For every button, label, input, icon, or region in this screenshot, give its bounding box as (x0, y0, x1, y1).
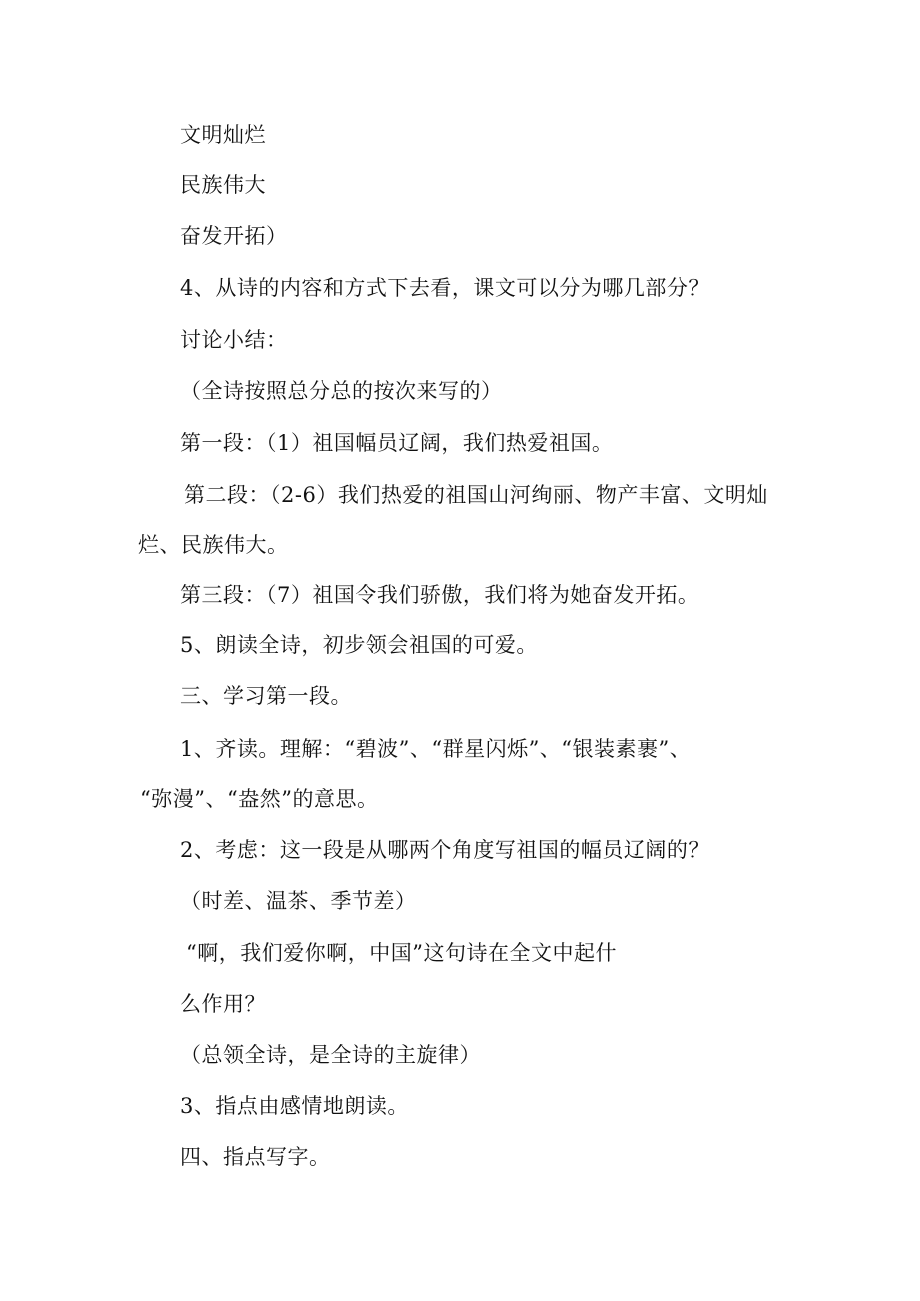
text-line: 讨论小结： (180, 328, 288, 352)
section-line: 第二段：（2-6）我们热爱的祖国山河绚丽、物产丰富、文明灿 (184, 483, 768, 507)
question-line: 2、考虑：这一段是从哪两个角度写祖国的幅员辽阔的？ (180, 838, 710, 862)
text-line: 文明灿烂 (180, 123, 266, 147)
section-line: 第三段：（7）祖国令我们骄傲，我们将为她奋发开拓。 (180, 583, 700, 607)
text-line: （全诗按照总分总的按次来写的） (180, 379, 503, 403)
question-line-continuation: 么作用？ (180, 992, 266, 1016)
section-line-continuation: 烂、民族伟大。 (138, 533, 289, 557)
section-line: 第一段：（1）祖国幅员辽阔，我们热爱祖国。 (180, 431, 614, 455)
question-line: 1、齐读。理解：“碧波”、“群星闪烁”、“银装素裹”、 (180, 737, 692, 761)
question-line: 5、朗读全诗，初步领会祖国的可爱。 (180, 633, 538, 657)
heading-line: 四、指点写字。 (180, 1145, 331, 1169)
text-line: 民族伟大 (180, 173, 266, 197)
question-line: “啊，我们爱你啊，中国”这句诗在全文中起什 (186, 941, 617, 965)
text-line: （总领全诗，是全诗的主旋律） (180, 1043, 481, 1067)
question-line-continuation: “弥漫”、“盎然”的意思。 (140, 787, 379, 811)
heading-line: 三、学习第一段。 (180, 684, 352, 708)
question-line: 4、从诗的内容和方式下去看，课文可以分为哪几部分？ (180, 276, 710, 300)
text-line: （时差、温茶、季节差） (180, 889, 417, 913)
question-line: 3、指点由感情地朗读。 (180, 1094, 409, 1118)
text-line: 奋发开拓） (180, 224, 288, 248)
